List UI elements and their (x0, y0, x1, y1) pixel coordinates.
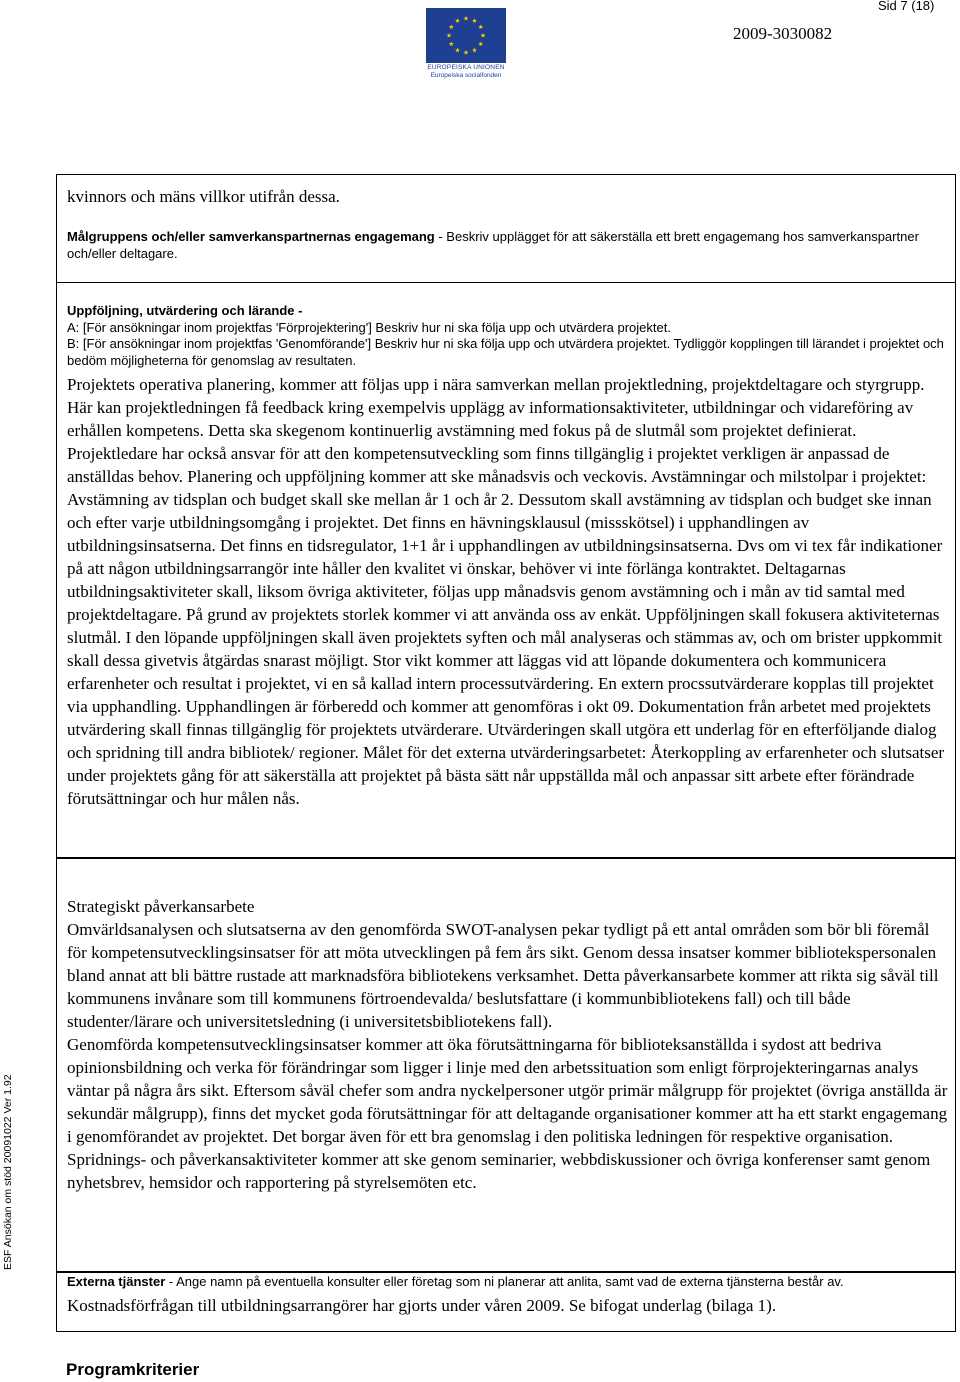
section-uppfoljning (56, 282, 956, 858)
eu-star-icon (472, 18, 477, 23)
case-number: 2009-3030082 (733, 24, 833, 43)
uppfoljning-prompt-b: B: [För ansökningar inom projektfas 'Genomförande'] Beskriv hur ni ska följa upp och utvärdera projektet. Tydliggör kopplingen till lärandet i projektet och bedöm möjligheterna för genomslag av resultaten. (67, 336, 944, 368)
uppfoljning-heading: Uppföljning, utvärdering och lärande - (67, 303, 303, 318)
eu-star-icon (478, 24, 483, 29)
eu-logo-line2: Europeiska socialfonden (430, 72, 502, 79)
malgrupp-heading: Målgruppens och/eller samverkanspartnernas engagemang (67, 229, 435, 244)
eu-star-icon (455, 48, 460, 53)
programkriterier-heading: Programkriterier (66, 1360, 200, 1379)
section-strategiskt (56, 858, 956, 1272)
strategiskt-title: Strategiskt påverkansarbete (67, 897, 255, 916)
eu-star-icon (449, 24, 454, 29)
malgrupp-instruction: - Beskriv upplägget för att säkerställa ett brett engagemang hos samverkanspartner och/eller deltagare. (67, 229, 919, 261)
externa-prompt (67, 1274, 949, 1291)
eu-star-icon (464, 16, 469, 21)
externa-instruction: - Ange namn på eventuella konsulter eller företag som ni planerar att anlita, samt vad de externa tjänsterna består av. (165, 1274, 844, 1289)
eu-star-icon (472, 48, 477, 53)
eu-star-icon (481, 33, 486, 38)
eu-flag-icon (426, 8, 506, 63)
eu-star-icon (464, 50, 469, 55)
page-number: Sid 7 (18) (878, 0, 935, 13)
eu-star-icon (455, 18, 460, 23)
malgrupp-prompt (67, 229, 949, 262)
uppfoljning-answer: Projektets operativa planering, kommer att följas upp i nära samverkan mellan projektledning, projektdeltagare och styrgrupp. Här kan projektledningen få feedback kring exempelvis upplägg av informationsaktiviteter, utbildningar och vidareföring av erhållen kompetens. Detta ska skegenom kontinuerlig avstämning med fokus på de slutmål som projektet definierat. Projektledare har också ansvar för att den kompetensutveckling som finns tillgänglig i projektet verkligen är anpassad de anställdas behov. Planering och uppföljning kommer att ske månadsvis och veckovis. Avstämningar och milstolpar i projektet: Avstämning av tidsplan och budget skall ske mellan år 1 och år 2. Dessutom skall avstämning av tidsplan och budget ske innan och efter varje utbildningsomgång i projektet. Det finns en hävningsklausul (missskötsel) i upphandlingen av utbildningsinsatserna. Det finns en tidsregulator, 1+1 år i upphandlingen av utbildningsinsatserna. Dvs om vi tex får indikationer på att någon utbildningsarrangör inte håller den kvalitet vi önskar, behöver vi inte förlänga kontraktet. Deltagarnas utbildningsaktiviteter skall, liksom övriga aktiviteter, följas upp månadsvis genom avstämning och i mån av tid samtal med projektdeltagare. På grund av projektets storlek kommer vi att använda oss av enkät. Uppföljningen skall fokusera aktiviteternas slutmål. I den löpande uppföljningen skall även projektets syften och mål analyseras och stämmas av, och om brister uppkommit skall dessa givetvis åtgärdas snarast möjligt. Stor vikt kommer att läggas vid att löpande dokumentera och kommunicera erfarenheter och resultat i projektet, vi en så kallad intern processutvärdering. En extern procssutvärderare kopplas till projektet via upphandling. Upphandlingen är förberedd och kommer att genomföras i okt 09. Dokumentation från arbetet med projektets utvärdering skall finnas tillgänglig för projektets utvärderare. Utvärderingen skall utgöra ett underlag för en efterföljande dialog och spridning till andra bibliotek/ regioner. Målet för det externa utvärderingsarbetet: Återkoppling av erfarenheter och slutsatser under projektets gång för att säkerställa att projektet på bästa sätt når uppställda mål och anpassar sitt arbete efter förändrade förutsättningar och hur målen nås. (67, 375, 945, 808)
section-externa (56, 1272, 956, 1332)
eu-logo-line1: EUROPEISKA UNIONEN (427, 64, 505, 71)
externa-answer: Kostnadsförfrågan till utbildningsarrangörer har gjorts under våren 2009. Se bifogat underlag (bilaga 1). (67, 1296, 777, 1315)
uppfoljning-prompt-a: A: [För ansökningar inom projektfas 'Förprojektering'] Beskriv hur ni ska följa upp och utvärdera projektet. (67, 319, 671, 335)
eu-star-icon (478, 41, 483, 46)
strategiskt-paragraph-2: Genomförda kompetensutvecklingsinsatser kommer att öka förutsättningarna för biblioteksanställda i sydost att bedriva opinionsbildning och verka för förändringar som ligger i linje med den arbetssituation som enligt förprojekteringarnas analys väntar på några års sikt. Eftersom såväl chefer som andra nyckelpersoner utgör primär målgrupp för projektet (övriga anställda är sekundär målgrupp), finns det mycket goda förutsättningar för att deltagande organisationer kommer att ha ett starkt engagemang i genomförandet av projektet. Det borgar även för ett bra genomslag i den politiska ledningen för respektive organisation. (67, 1035, 948, 1146)
eu-logo (426, 8, 506, 80)
uppfoljning-prompt (67, 303, 949, 369)
eu-star-icon (447, 33, 452, 38)
eu-star-icon (449, 41, 454, 46)
strategiskt-answer (67, 895, 949, 1194)
carry-over-text: kvinnors och mäns villkor utifrån dessa. (67, 187, 340, 206)
form-version-label: ESF Ansökan om stöd 20091022 Ver 1.92 (2, 1074, 14, 1270)
externa-heading: Externa tjänster (67, 1274, 166, 1289)
section-malgrupp (56, 174, 956, 283)
strategiskt-paragraph-1: Omvärldsanalysen och slutsatserna av den genomförda SWOT-analysen pekar tydligt på ett antal områden som bör bli föremål för kompetensutvecklingsinsatser för att möta utvecklingen på fem års sikt. Genom dessa insatser kommer bibliotekspersonalen bland annat att bli bättre rustade att marknadsföra bibliotekens verksamhet. Detta påverkansarbete kommer att rikta sig såväl till kommunens invånare som till kommunens förtroendevalda/ beslutsfattare (i kommunbibliotekens fall) och till både studenter/lärare och universitetsledning (i universitetsbibliotekens fall). (67, 920, 939, 1031)
strategiskt-paragraph-3: Spridnings- och påverkansaktiviteter kommer att ske genom seminarier, webbdiskussioner och övriga konferenser samt genom nyhetsbrev, hemsidor och rapportering på styrelsemöten etc. (67, 1150, 931, 1192)
